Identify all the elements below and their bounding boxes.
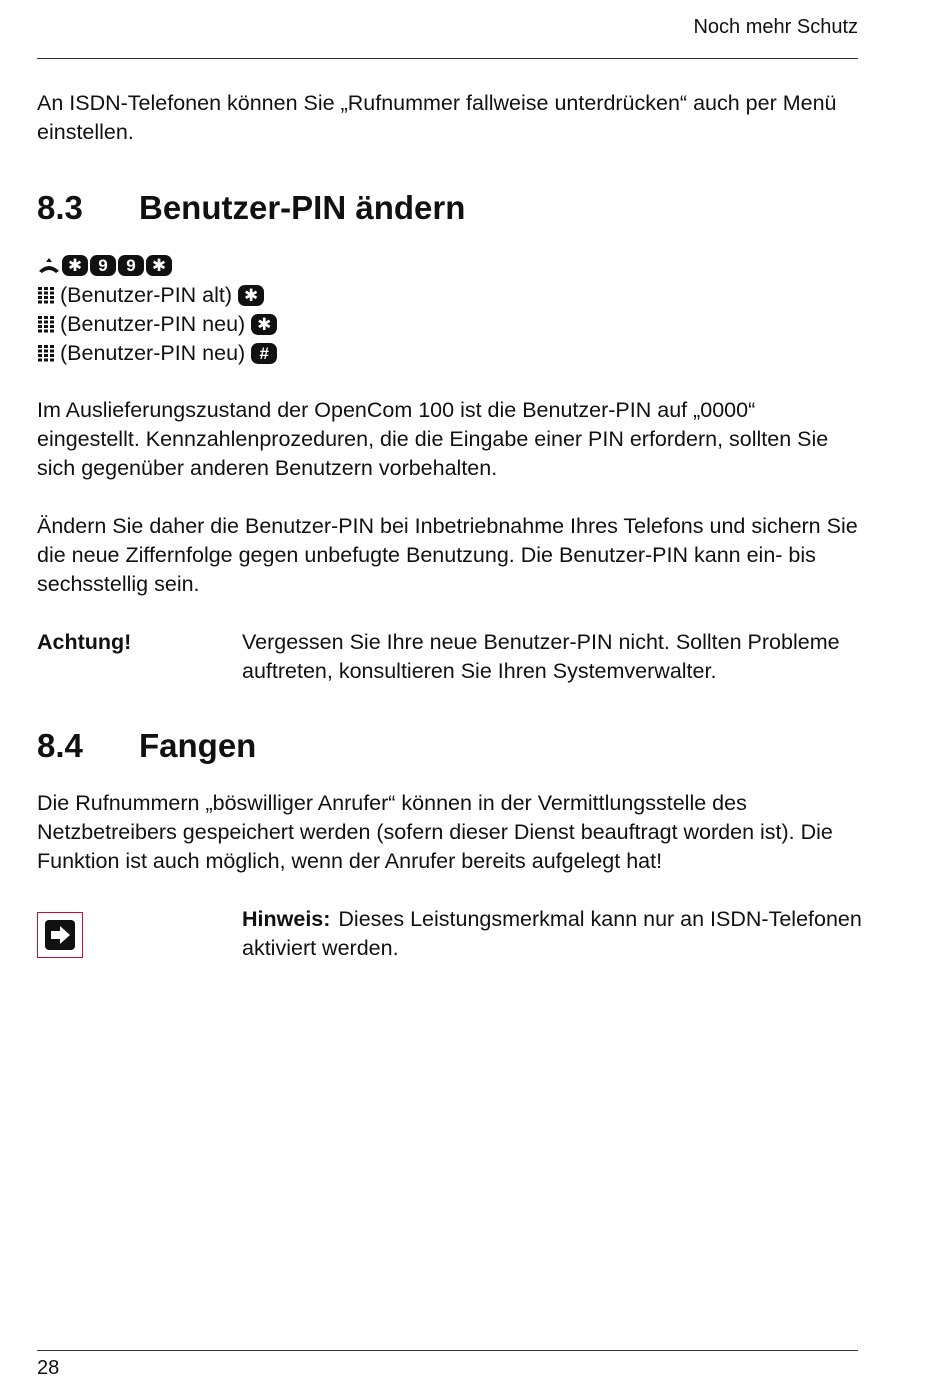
key-hash: # bbox=[251, 343, 277, 364]
key-9: 9 bbox=[90, 255, 116, 276]
hint-note bbox=[242, 905, 862, 963]
section-title: Fangen bbox=[139, 727, 257, 764]
key-sequence bbox=[37, 252, 174, 278]
step-row bbox=[37, 282, 266, 308]
fangen-paragraph: Die Rufnummern „böswilliger Anrufer“ können in der Vermittlungsstelle des Netzbetreibers gespeichert werden (sofern dieser Dienst beauftragt worden ist). Die Funktion ist auch möglich, wenn der Anrufer bereits aufgelegt hat! bbox=[37, 791, 833, 873]
key-star: ✱ bbox=[251, 314, 277, 335]
keypad-icon bbox=[37, 344, 55, 362]
key-star: ✱ bbox=[146, 255, 172, 276]
footer-rule bbox=[37, 1350, 858, 1351]
key-star: ✱ bbox=[62, 255, 88, 276]
section-83-heading bbox=[37, 188, 465, 228]
key-9: 9 bbox=[118, 255, 144, 276]
key-star: ✱ bbox=[238, 285, 264, 306]
section-number: 8.4 bbox=[37, 727, 83, 764]
intro-paragraph: An ISDN-Telefonen können Sie „Rufnummer fallweise unterdrücken“ auch per Menü einstellen. bbox=[37, 91, 837, 144]
pin-default-paragraph: Im Auslieferungszustand der OpenCom 100 ist die Benutzer-PIN auf „0000“ eingestellt. Kennzahlenprozeduren, die die Eingabe einer PIN erfordern, sollten Sie sich gegenüber anderen Benutzern vorbehalten. bbox=[37, 398, 829, 480]
section-title: Benutzer-PIN ändern bbox=[139, 189, 466, 226]
handset-lift-icon bbox=[37, 255, 61, 275]
step-row bbox=[37, 311, 279, 337]
keypad-icon bbox=[37, 286, 55, 304]
arrow-right-icon bbox=[44, 919, 76, 951]
step-label: (Benutzer-PIN neu) bbox=[60, 311, 246, 336]
pin-change-paragraph: Ändern Sie daher die Benutzer-PIN bei Inbetriebnahme Ihres Telefons und sichern Sie die neue Ziffernfolge gegen unbefugte Benutzung. Die Benutzer-PIN kann ein- bis sechsstellig sein. bbox=[37, 514, 858, 596]
section-84-heading bbox=[37, 726, 256, 766]
hint-label: Hinweis: bbox=[242, 907, 331, 931]
keypad-icon bbox=[37, 315, 55, 333]
hint-box bbox=[37, 912, 83, 958]
step-label: (Benutzer-PIN neu) bbox=[60, 340, 246, 365]
step-label: (Benutzer-PIN alt) bbox=[60, 282, 233, 307]
hint-text: Dieses Leistungsmerkmal kann nur an ISDN-Telefonen aktiviert werden. bbox=[242, 907, 862, 960]
page-header bbox=[37, 14, 858, 59]
section-number: 8.3 bbox=[37, 189, 83, 226]
step-row bbox=[37, 340, 279, 366]
header-title: Noch mehr Schutz bbox=[693, 16, 858, 38]
warning-label: Achtung! bbox=[37, 630, 132, 654]
page-number: 28 bbox=[37, 1357, 60, 1379]
warning-text: Vergessen Sie Ihre neue Benutzer-PIN nicht. Sollten Probleme auftreten, konsultieren Sie Ihren Systemverwalter. bbox=[242, 630, 840, 683]
